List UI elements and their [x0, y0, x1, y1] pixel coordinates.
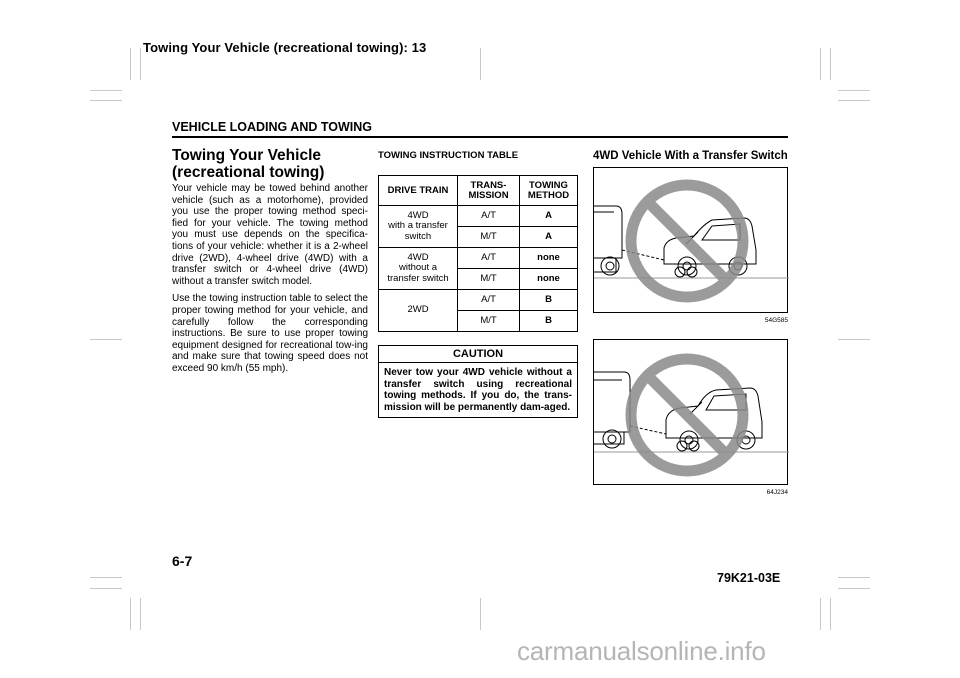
- running-head: Towing Your Vehicle (recreational towing): 13: [143, 40, 427, 55]
- crop-mark: [820, 48, 821, 80]
- figures-column: [593, 150, 790, 511]
- crop-mark: [838, 100, 870, 101]
- table-title: TOWING INSTRUCTION TABLE: [378, 150, 519, 161]
- towing-illustration: [593, 339, 788, 485]
- towing-illustration-svg: [594, 168, 789, 314]
- towing-illustration-svg: [594, 340, 789, 486]
- crop-mark: [130, 48, 131, 80]
- header-towing-method: [520, 176, 578, 206]
- crop-mark: [838, 90, 870, 91]
- method-cell: B: [520, 290, 578, 311]
- crop-mark: [90, 100, 122, 101]
- table-row: [379, 290, 578, 311]
- header-transmission-line1: TRANS-: [470, 179, 507, 191]
- transmission-cell: M/T: [458, 227, 520, 248]
- header-transmission: [458, 176, 520, 206]
- crop-mark: [820, 598, 821, 630]
- crop-mark: [830, 598, 831, 630]
- article-title: [172, 147, 368, 181]
- header-method-line1: TOWING: [529, 179, 568, 191]
- crop-mark: [838, 588, 870, 589]
- table-row: [379, 206, 578, 227]
- method-cell: B: [520, 311, 578, 332]
- towing-table-column: [378, 150, 578, 418]
- transmission-cell: A/T: [458, 290, 520, 311]
- crop-mark: [130, 598, 131, 630]
- header-transmission-line2: MISSION: [468, 189, 509, 201]
- crop-mark: [90, 577, 122, 578]
- crop-mark: [830, 48, 831, 80]
- transmission-cell: M/T: [458, 269, 520, 290]
- table-row: [379, 248, 578, 269]
- caution-box: [378, 345, 578, 418]
- figure-code: 54G585: [764, 317, 788, 324]
- section-header: VEHICLE LOADING AND TOWING: [172, 120, 372, 134]
- page-number: 6-7: [172, 553, 193, 569]
- caution-title: CAUTION: [379, 346, 577, 363]
- article-title-line2: (recreational towing): [172, 164, 325, 181]
- crop-mark: [90, 90, 122, 91]
- towing-illustration: [593, 167, 788, 313]
- transmission-cell: A/T: [458, 206, 520, 227]
- document-code: 79K21-03E: [717, 571, 781, 585]
- method-cell: A: [520, 206, 578, 227]
- drive-train-line: with a transfer: [388, 220, 448, 232]
- drive-train-line: switch: [404, 230, 432, 242]
- crop-mark: [140, 48, 141, 80]
- article-paragraph: Use the towing instruction table to select the proper towing method for your vehicle, and carefully follow the corresponding instructions. Be sure to use proper towing equipment designed for recreational tow-ing and make sure that towing speed does not exceed 90 km/h (55 mph).: [172, 293, 368, 374]
- drive-train-cell: [379, 206, 458, 248]
- drive-train-cell: 2WD: [379, 290, 458, 332]
- drive-train-line: 4WD: [407, 209, 429, 221]
- method-cell: A: [520, 227, 578, 248]
- article-column: [172, 147, 368, 381]
- article-paragraph: Your vehicle may be towed behind another vehicle (such as a motorhome), provided you use the proper towing method speci-fied for your vehicle. The towing method you must use depends on the specifica-tions of your vehicle: whether it is a 2-wheel drive (2WD), 4-wheel drive (4WD) with a transfer switch or 4-wheel drive (4WD) without a transfer switch model.: [172, 183, 368, 287]
- figure-title: 4WD Vehicle With a Transfer Switch: [593, 150, 788, 162]
- method-cell: none: [520, 248, 578, 269]
- drive-train-line: without a: [398, 262, 438, 274]
- transmission-cell: M/T: [458, 311, 520, 332]
- crop-mark: [90, 588, 122, 589]
- caution-text: Never tow your 4WD vehicle without a transfer switch using recreational towing methods. If you do, the trans-mission will be permanently dam-aged.: [384, 367, 572, 413]
- drive-train-cell: [379, 248, 458, 290]
- crop-mark: [838, 339, 870, 340]
- crop-mark: [480, 598, 481, 630]
- watermark: carmanualsonline.info: [517, 636, 766, 666]
- article-title-line1: Towing Your Vehicle: [172, 147, 321, 164]
- header-drive-train: DRIVE TRAIN: [379, 176, 458, 206]
- towing-instruction-table: [378, 175, 578, 332]
- transmission-cell: A/T: [458, 248, 520, 269]
- crop-mark: [90, 339, 122, 340]
- crop-mark: [838, 577, 870, 578]
- method-cell: none: [520, 269, 578, 290]
- header-method-line2: METHOD: [527, 189, 570, 201]
- table-header-row: [379, 176, 578, 206]
- header-rule: [172, 136, 788, 138]
- drive-train-line: 4WD: [407, 251, 429, 263]
- crop-mark: [140, 598, 141, 630]
- figure-code: 64J234: [766, 489, 788, 496]
- drive-train-line: transfer switch: [387, 272, 449, 284]
- crop-mark: [480, 48, 481, 80]
